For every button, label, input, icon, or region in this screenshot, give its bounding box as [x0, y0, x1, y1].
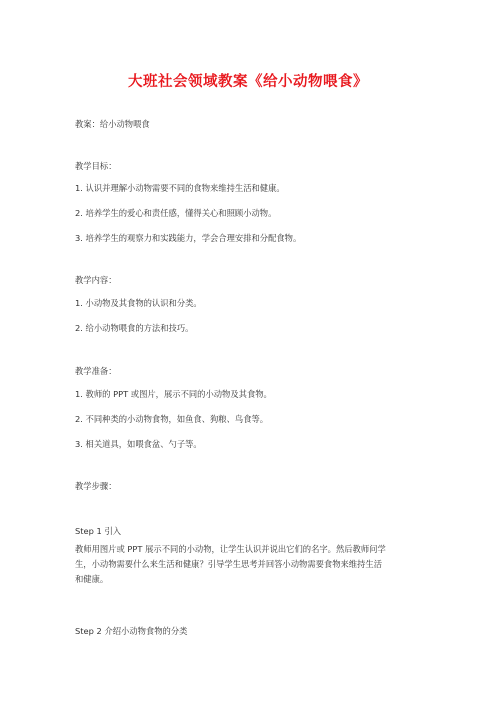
lesson-plan-label: 教案：给小动物喂食 — [75, 119, 150, 129]
steps-heading: 教学步骤： — [75, 481, 117, 491]
prep-item: 1. 教师的 PPT 或图片，展示不同的小动物及其食物。 — [75, 389, 272, 399]
objective-item: 1. 认识并理解小动物需要不同的食物来维持生活和健康。 — [75, 183, 285, 193]
step-1-line: 和健康。 — [75, 574, 109, 584]
content-heading: 教学内容： — [75, 275, 117, 285]
objective-item: 2. 培养学生的爱心和责任感，懂得关心和照顾小动物。 — [75, 208, 277, 218]
prep-heading: 教学准备： — [75, 366, 117, 376]
objective-item: 3. 培养学生的观察力和实践能力，学会合理安排和分配食物。 — [75, 233, 302, 243]
step-1-line: 生，小动物需要什么来生活和健康？引导学生思考并回答小动物需要食物来维持生活 — [75, 559, 382, 569]
step-1-paragraph — [75, 542, 425, 587]
document-title: 大班社会领域教案《给小动物喂食》 — [128, 74, 368, 90]
prep-item: 2. 不同种类的小动物食物，如鱼食、狗粮、鸟食等。 — [75, 414, 269, 424]
step-1-title: Step 1 引入 — [75, 526, 122, 536]
objectives-heading: 教学目标： — [75, 161, 117, 171]
step-2-title: Step 2 介绍小动物食物的分类 — [75, 626, 188, 636]
prep-item: 3. 相关道具，如喂食盆、勺子等。 — [75, 439, 202, 449]
content-item: 1. 小动物及其食物的认识和分类。 — [75, 298, 202, 308]
step-1-line: 教师用图片或 PPT 展示不同的小动物，让学生认识并说出它们的名字。然后教师问学 — [75, 544, 386, 554]
content-item: 2. 给小动物喂食的方法和技巧。 — [75, 323, 194, 333]
